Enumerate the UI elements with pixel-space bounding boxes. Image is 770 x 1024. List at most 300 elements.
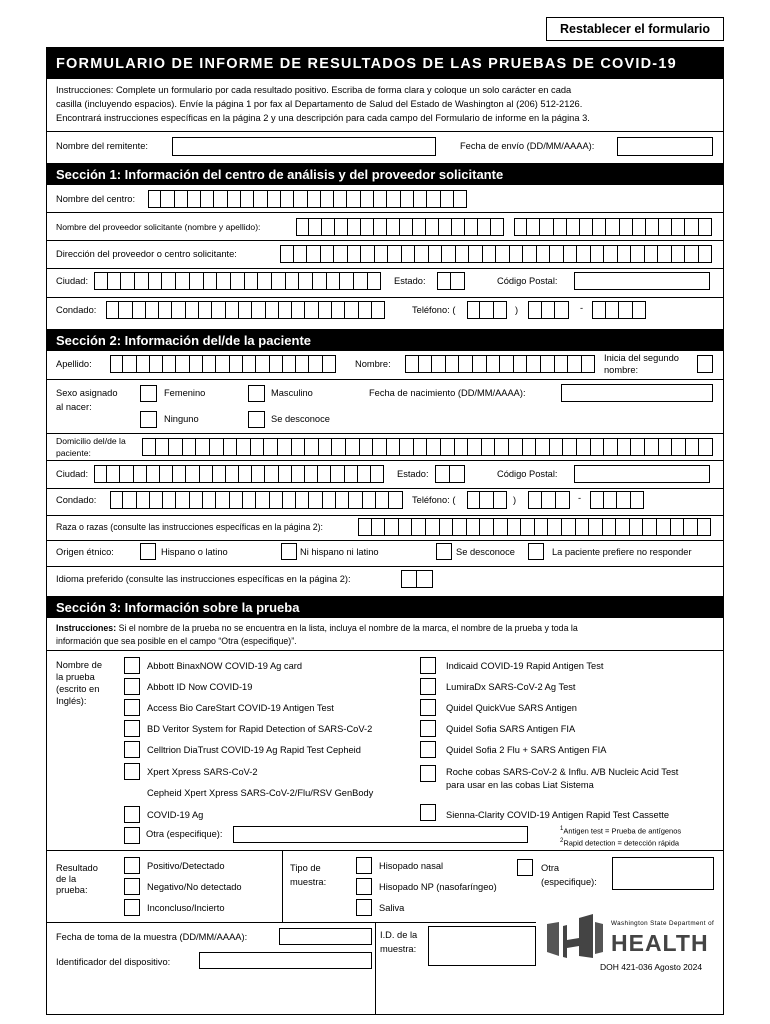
char-cell[interactable] [555, 301, 569, 319]
char-cell[interactable] [554, 218, 567, 236]
char-cell[interactable] [645, 245, 659, 263]
char-cell[interactable] [190, 272, 204, 290]
char-cell[interactable] [345, 465, 358, 483]
char-cell[interactable] [309, 355, 322, 373]
county-input[interactable] [106, 301, 385, 319]
char-cell[interactable] [542, 301, 556, 319]
char-cell[interactable] [266, 301, 279, 319]
char-cell[interactable] [283, 355, 296, 373]
phone-line-input[interactable] [592, 301, 646, 319]
char-cell[interactable] [243, 355, 256, 373]
test-option-checkbox[interactable] [124, 806, 140, 823]
char-cell[interactable] [230, 491, 243, 509]
char-cell[interactable] [671, 518, 685, 536]
char-cell[interactable] [606, 301, 620, 319]
char-cell[interactable] [523, 438, 537, 456]
char-cell[interactable] [491, 218, 504, 236]
hispanic-checkbox[interactable] [140, 543, 156, 560]
char-cell[interactable] [550, 245, 564, 263]
char-cell[interactable] [190, 355, 203, 373]
char-cell[interactable] [313, 272, 327, 290]
char-cell[interactable] [527, 218, 540, 236]
char-cell[interactable] [388, 245, 402, 263]
char-cell[interactable] [212, 301, 225, 319]
char-cell[interactable] [441, 190, 454, 208]
char-cell[interactable] [685, 218, 698, 236]
char-cell[interactable] [159, 301, 172, 319]
char-cell[interactable] [685, 245, 699, 263]
center-input[interactable] [148, 190, 467, 208]
char-cell[interactable] [252, 465, 265, 483]
female-checkbox[interactable] [140, 385, 157, 402]
char-cell[interactable] [563, 438, 577, 456]
char-cell[interactable] [582, 355, 596, 373]
char-cell[interactable] [646, 218, 659, 236]
char-cell[interactable] [453, 518, 467, 536]
char-cell[interactable] [465, 218, 478, 236]
char-cell[interactable] [402, 245, 416, 263]
char-cell[interactable] [510, 245, 524, 263]
char-cell[interactable] [633, 301, 647, 319]
char-cell[interactable] [123, 491, 136, 509]
char-cell[interactable] [400, 218, 413, 236]
char-cell[interactable] [480, 491, 493, 509]
char-cell[interactable] [494, 301, 507, 319]
middle-initial-input[interactable] [697, 355, 713, 373]
sample-checkbox[interactable] [356, 878, 372, 895]
reset-form-button[interactable]: Restablecer el formulario [546, 17, 724, 41]
none-checkbox[interactable] [140, 411, 157, 428]
char-cell[interactable] [564, 245, 578, 263]
char-cell[interactable] [190, 491, 203, 509]
other-test-input[interactable] [233, 826, 528, 843]
char-cell[interactable] [292, 438, 306, 456]
test-option-checkbox[interactable] [420, 657, 436, 674]
char-cell[interactable] [432, 355, 446, 373]
char-cell[interactable] [509, 438, 523, 456]
char-cell[interactable] [340, 272, 354, 290]
char-cell[interactable] [203, 491, 216, 509]
char-cell[interactable] [161, 190, 174, 208]
other-sample-input[interactable] [612, 857, 714, 890]
char-cell[interactable] [400, 438, 414, 456]
char-cell[interactable] [451, 272, 465, 290]
char-cell[interactable] [556, 491, 570, 509]
char-cell[interactable] [241, 190, 254, 208]
phone-prefix-input[interactable] [528, 301, 569, 319]
char-cell[interactable] [401, 570, 417, 588]
char-cell[interactable] [535, 518, 549, 536]
char-cell[interactable] [672, 438, 686, 456]
char-cell[interactable] [657, 518, 671, 536]
char-cell[interactable] [256, 355, 269, 373]
char-cell[interactable] [361, 245, 375, 263]
char-cell[interactable] [482, 438, 496, 456]
char-cell[interactable] [268, 190, 281, 208]
char-cell[interactable] [672, 218, 685, 236]
patient-phone-line-input[interactable] [590, 491, 644, 509]
char-cell[interactable] [480, 518, 494, 536]
char-cell[interactable] [228, 190, 241, 208]
char-cell[interactable] [169, 438, 183, 456]
char-cell[interactable] [361, 218, 374, 236]
char-cell[interactable] [358, 518, 372, 536]
char-cell[interactable] [160, 465, 173, 483]
char-cell[interactable] [305, 438, 319, 456]
char-cell[interactable] [327, 272, 341, 290]
char-cell[interactable] [514, 355, 528, 373]
char-cell[interactable] [606, 218, 619, 236]
char-cell[interactable] [592, 301, 606, 319]
char-cell[interactable] [440, 518, 454, 536]
char-cell[interactable] [643, 518, 657, 536]
char-cell[interactable] [204, 272, 218, 290]
char-cell[interactable] [176, 491, 189, 509]
char-cell[interactable] [659, 218, 672, 236]
char-cell[interactable] [541, 355, 555, 373]
test-option-checkbox[interactable] [124, 741, 140, 758]
char-cell[interactable] [699, 218, 712, 236]
char-cell[interactable] [336, 491, 349, 509]
char-cell[interactable] [133, 301, 146, 319]
char-cell[interactable] [226, 465, 239, 483]
char-cell[interactable] [283, 491, 296, 509]
char-cell[interactable] [110, 491, 123, 509]
char-cell[interactable] [467, 491, 480, 509]
char-cell[interactable] [296, 355, 309, 373]
char-cell[interactable] [456, 245, 470, 263]
char-cell[interactable] [387, 218, 400, 236]
char-cell[interactable] [630, 518, 644, 536]
char-cell[interactable] [176, 355, 189, 373]
char-cell[interactable] [321, 190, 334, 208]
test-option-checkbox[interactable] [420, 765, 436, 782]
char-cell[interactable] [281, 190, 294, 208]
char-cell[interactable] [199, 301, 212, 319]
char-cell[interactable] [265, 465, 278, 483]
patient-county-input[interactable] [110, 491, 403, 509]
char-cell[interactable] [412, 518, 426, 536]
char-cell[interactable] [243, 491, 256, 509]
char-cell[interactable] [149, 272, 163, 290]
char-cell[interactable] [419, 355, 433, 373]
char-cell[interactable] [201, 190, 214, 208]
char-cell[interactable] [426, 218, 439, 236]
char-cell[interactable] [618, 438, 632, 456]
char-cell[interactable] [374, 218, 387, 236]
char-cell[interactable] [450, 465, 465, 483]
char-cell[interactable] [399, 518, 413, 536]
char-cell[interactable] [373, 438, 387, 456]
char-cell[interactable] [495, 438, 509, 456]
char-cell[interactable] [347, 190, 360, 208]
char-cell[interactable] [659, 438, 673, 456]
char-cell[interactable] [334, 190, 347, 208]
char-cell[interactable] [322, 218, 335, 236]
char-cell[interactable] [372, 518, 386, 536]
patient-phone-area-input[interactable] [467, 491, 507, 509]
char-cell[interactable] [323, 355, 336, 373]
char-cell[interactable] [359, 301, 372, 319]
char-cell[interactable] [617, 491, 631, 509]
char-cell[interactable] [214, 190, 227, 208]
char-cell[interactable] [576, 518, 590, 536]
char-cell[interactable] [226, 301, 239, 319]
char-cell[interactable] [536, 438, 550, 456]
char-cell[interactable] [389, 491, 402, 509]
sample-checkbox[interactable] [356, 899, 372, 916]
char-cell[interactable] [483, 245, 497, 263]
char-cell[interactable] [334, 245, 348, 263]
char-cell[interactable] [437, 272, 451, 290]
char-cell[interactable] [699, 245, 713, 263]
collection-date-input[interactable] [279, 928, 372, 945]
char-cell[interactable] [163, 355, 176, 373]
test-option-checkbox[interactable] [124, 657, 140, 674]
char-cell[interactable] [210, 438, 224, 456]
male-checkbox[interactable] [248, 385, 265, 402]
char-cell[interactable] [292, 301, 305, 319]
test-option-checkbox[interactable] [124, 720, 140, 737]
char-cell[interactable] [319, 301, 332, 319]
sender-input[interactable] [172, 137, 436, 156]
char-cell[interactable] [278, 438, 292, 456]
char-cell[interactable] [292, 465, 305, 483]
char-cell[interactable] [146, 301, 159, 319]
char-cell[interactable] [387, 190, 400, 208]
race-input[interactable] [358, 518, 711, 536]
char-cell[interactable] [173, 465, 186, 483]
char-cell[interactable] [441, 438, 455, 456]
char-cell[interactable] [374, 190, 387, 208]
char-cell[interactable] [387, 438, 401, 456]
char-cell[interactable] [658, 245, 672, 263]
char-cell[interactable] [620, 218, 633, 236]
prefer-not-checkbox[interactable] [528, 543, 544, 560]
char-cell[interactable] [94, 465, 107, 483]
char-cell[interactable] [135, 272, 149, 290]
char-cell[interactable] [107, 465, 120, 483]
char-cell[interactable] [446, 355, 460, 373]
char-cell[interactable] [120, 465, 133, 483]
char-cell[interactable] [473, 355, 487, 373]
char-cell[interactable] [203, 355, 216, 373]
char-cell[interactable] [455, 438, 469, 456]
char-cell[interactable] [349, 491, 362, 509]
char-cell[interactable] [494, 491, 507, 509]
char-cell[interactable] [555, 355, 569, 373]
char-cell[interactable] [299, 272, 313, 290]
char-cell[interactable] [137, 355, 150, 373]
char-cell[interactable] [604, 491, 618, 509]
char-cell[interactable] [108, 272, 122, 290]
char-cell[interactable] [577, 245, 591, 263]
patient-state-input[interactable] [435, 465, 465, 483]
char-cell[interactable] [134, 465, 147, 483]
provider-last-input[interactable] [514, 218, 712, 236]
phone-area-input[interactable] [467, 301, 507, 319]
test-option-checkbox[interactable] [124, 827, 140, 844]
char-cell[interactable] [217, 272, 231, 290]
char-cell[interactable] [150, 355, 163, 373]
last-name-input[interactable] [110, 355, 336, 373]
char-cell[interactable] [698, 518, 712, 536]
char-cell[interactable] [309, 218, 322, 236]
char-cell[interactable] [540, 218, 553, 236]
char-cell[interactable] [272, 272, 286, 290]
char-cell[interactable] [354, 272, 368, 290]
char-cell[interactable] [94, 272, 108, 290]
char-cell[interactable] [478, 218, 491, 236]
char-cell[interactable] [213, 465, 226, 483]
char-cell[interactable] [279, 301, 292, 319]
char-cell[interactable] [604, 245, 618, 263]
char-cell[interactable] [348, 218, 361, 236]
char-cell[interactable] [494, 518, 508, 536]
char-cell[interactable] [148, 190, 161, 208]
char-cell[interactable] [603, 518, 617, 536]
char-cell[interactable] [371, 465, 384, 483]
ethnic-unknown-checkbox[interactable] [436, 543, 452, 560]
char-cell[interactable] [372, 301, 385, 319]
char-cell[interactable] [631, 491, 645, 509]
char-cell[interactable] [254, 190, 267, 208]
char-cell[interactable] [279, 465, 292, 483]
char-cell[interactable] [188, 190, 201, 208]
char-cell[interactable] [305, 301, 318, 319]
device-id-input[interactable] [199, 952, 372, 969]
char-cell[interactable] [631, 438, 645, 456]
char-cell[interactable] [123, 355, 136, 373]
char-cell[interactable] [331, 465, 344, 483]
char-cell[interactable] [307, 245, 321, 263]
char-cell[interactable] [256, 491, 269, 509]
char-cell[interactable] [308, 190, 321, 208]
char-cell[interactable] [414, 438, 428, 456]
char-cell[interactable] [156, 438, 170, 456]
char-cell[interactable] [319, 438, 333, 456]
char-cell[interactable] [442, 245, 456, 263]
patient-zip-input[interactable] [574, 465, 710, 483]
char-cell[interactable] [542, 491, 556, 509]
char-cell[interactable] [580, 218, 593, 236]
sample-checkbox[interactable] [356, 857, 372, 874]
char-cell[interactable] [514, 218, 527, 236]
char-cell[interactable] [528, 301, 542, 319]
char-cell[interactable] [119, 301, 132, 319]
char-cell[interactable] [427, 190, 440, 208]
provider-first-input[interactable] [296, 218, 504, 236]
char-cell[interactable] [252, 301, 265, 319]
char-cell[interactable] [200, 465, 213, 483]
char-cell[interactable] [361, 190, 374, 208]
test-option-checkbox[interactable] [420, 720, 436, 737]
char-cell[interactable] [528, 491, 542, 509]
char-cell[interactable] [589, 518, 603, 536]
char-cell[interactable] [686, 438, 700, 456]
char-cell[interactable] [414, 190, 427, 208]
char-cell[interactable] [368, 272, 382, 290]
char-cell[interactable] [270, 491, 283, 509]
test-option-checkbox[interactable] [420, 699, 436, 716]
char-cell[interactable] [363, 491, 376, 509]
char-cell[interactable] [593, 218, 606, 236]
char-cell[interactable] [417, 570, 433, 588]
char-cell[interactable] [405, 355, 419, 373]
char-cell[interactable] [335, 218, 348, 236]
char-cell[interactable] [176, 272, 190, 290]
char-cell[interactable] [548, 518, 562, 536]
char-cell[interactable] [469, 245, 483, 263]
char-cell[interactable] [500, 355, 514, 373]
test-option-checkbox[interactable] [420, 804, 436, 821]
char-cell[interactable] [415, 245, 429, 263]
char-cell[interactable] [459, 355, 473, 373]
char-cell[interactable] [245, 272, 259, 290]
sex-unknown-checkbox[interactable] [248, 411, 265, 428]
char-cell[interactable] [106, 301, 119, 319]
char-cell[interactable] [684, 518, 698, 536]
dob-input[interactable] [561, 384, 713, 402]
char-cell[interactable] [467, 518, 481, 536]
char-cell[interactable] [537, 245, 551, 263]
char-cell[interactable] [604, 438, 618, 456]
test-option-checkbox[interactable] [420, 678, 436, 695]
char-cell[interactable] [230, 355, 243, 373]
char-cell[interactable] [521, 518, 535, 536]
char-cell[interactable] [590, 491, 604, 509]
char-cell[interactable] [591, 245, 605, 263]
char-cell[interactable] [286, 272, 300, 290]
char-cell[interactable] [480, 301, 493, 319]
char-cell[interactable] [508, 518, 522, 536]
char-cell[interactable] [345, 301, 358, 319]
send-date-input[interactable] [617, 137, 713, 156]
char-cell[interactable] [296, 491, 309, 509]
char-cell[interactable] [439, 218, 452, 236]
test-option-checkbox[interactable] [420, 741, 436, 758]
provider-address-input[interactable] [280, 245, 712, 263]
char-cell[interactable] [321, 245, 335, 263]
char-cell[interactable] [468, 438, 482, 456]
char-cell[interactable] [567, 218, 580, 236]
char-cell[interactable] [385, 518, 399, 536]
char-cell[interactable] [619, 301, 633, 319]
other-sample-checkbox[interactable] [517, 859, 533, 876]
char-cell[interactable] [618, 245, 632, 263]
char-cell[interactable] [562, 518, 576, 536]
result-checkbox[interactable] [124, 857, 140, 874]
char-cell[interactable] [487, 355, 501, 373]
char-cell[interactable] [239, 301, 252, 319]
char-cell[interactable] [196, 438, 210, 456]
char-cell[interactable] [296, 218, 309, 236]
char-cell[interactable] [294, 245, 308, 263]
char-cell[interactable] [645, 438, 659, 456]
char-cell[interactable] [375, 245, 389, 263]
char-cell[interactable] [110, 355, 123, 373]
char-cell[interactable] [239, 465, 252, 483]
patient-city-input[interactable] [94, 465, 384, 483]
zip-input[interactable] [574, 272, 710, 290]
char-cell[interactable] [467, 301, 480, 319]
char-cell[interactable] [550, 438, 564, 456]
char-cell[interactable] [224, 438, 238, 456]
char-cell[interactable] [183, 438, 197, 456]
char-cell[interactable] [358, 465, 371, 483]
char-cell[interactable] [672, 245, 686, 263]
char-cell[interactable] [172, 301, 185, 319]
